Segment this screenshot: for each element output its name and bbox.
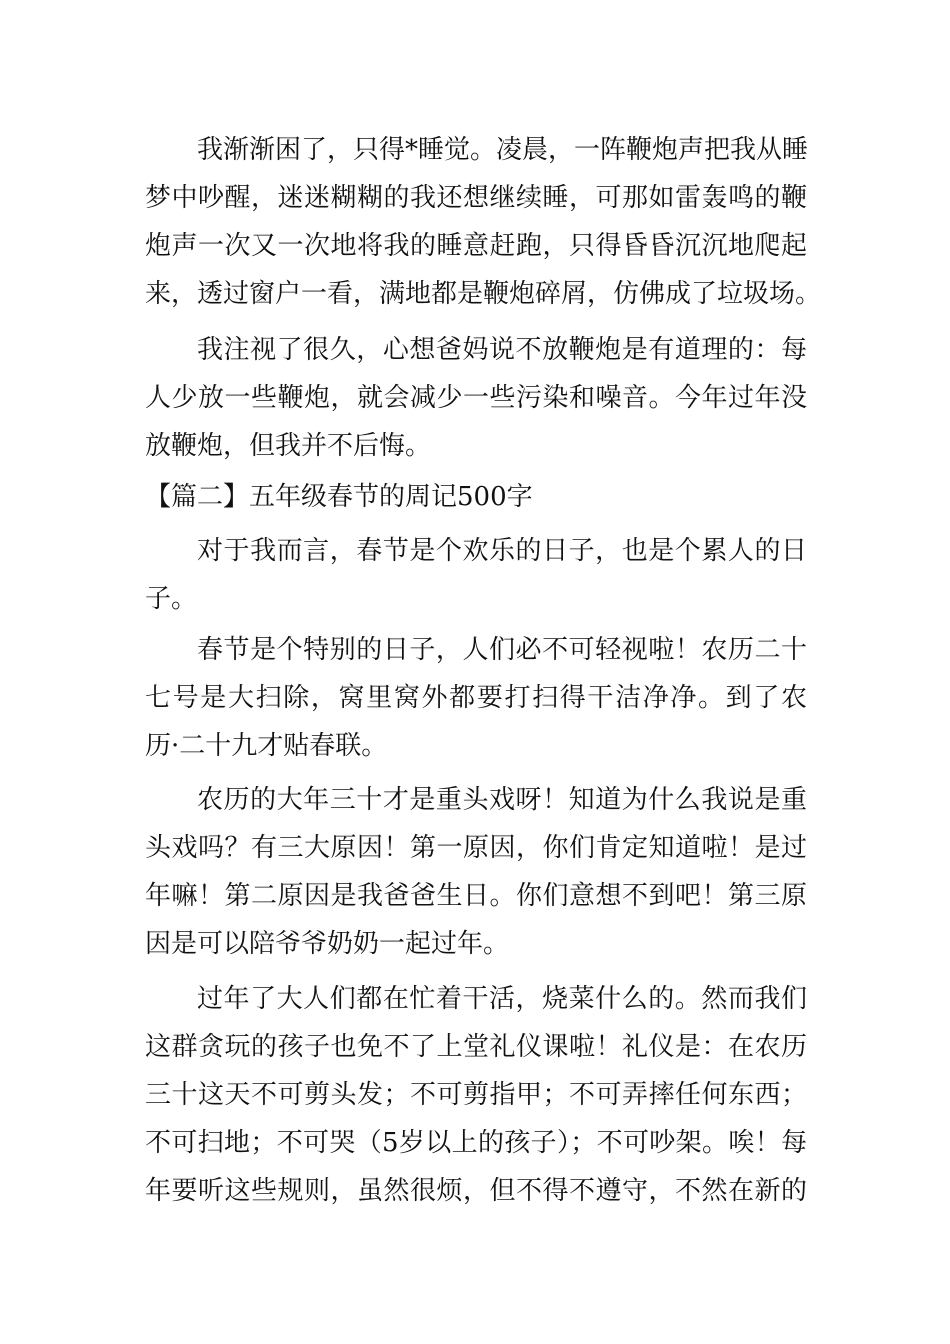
text-line: 头戏吗？有三大原因！第一原因，你们肯定知道啦！是过: [145, 833, 807, 863]
text-line: 我渐渐困了，只得*睡觉。凌晨，一阵鞭炮声把我从睡: [197, 135, 809, 165]
text-line: 这群贪玩的孩子也免不了上堂礼仪课啦！礼仪是：在农历: [145, 1032, 807, 1062]
text-line: 子。: [145, 584, 198, 614]
text-line: 炮声一次又一次地将我的睡意赶跑，只得昏昏沉沉地爬起: [145, 231, 807, 261]
section-heading: 【篇二】五年级春节的周记500字: [145, 482, 533, 512]
text-line: 春节是个特别的日子，人们必不可轻视啦！农历二十: [197, 635, 807, 665]
text-line: 农历的大年三十才是重头戏呀！知道为什么我说是重: [197, 785, 807, 815]
text-line: 年要听这些规则，虽然很烦，但不得不遵守，不然在新的: [145, 1176, 807, 1206]
text-line: 人少放一些鞭炮，就会减少一些污染和噪音。今年过年没: [145, 383, 807, 413]
text-line: 历·二十九才贴春联。: [145, 731, 388, 761]
text-line: 七号是大扫除，窝里窝外都要打扫得干洁净净。到了农: [145, 683, 807, 713]
text-line: 我注视了很久，心想爸妈说不放鞭炮是有道理的：每: [197, 335, 807, 365]
text-line: 放鞭炮，但我并不后悔。: [145, 431, 432, 461]
text-line: 不可扫地；不可哭（5岁以上的孩子）；不可吵架。唉！每: [145, 1128, 807, 1158]
text-line: 因是可以陪爷爷奶奶一起过年。: [145, 929, 510, 959]
text-line: 年嘛！第二原因是我爸爸生日。你们意想不到吧！第三原: [145, 881, 807, 911]
text-line: 对于我而言，春节是个欢乐的日子，也是个累人的日: [197, 536, 807, 566]
text-line: 三十这天不可剪头发；不可剪指甲；不可弄摔任何东西；: [145, 1080, 807, 1110]
text-line: 过年了大人们都在忙着干活，烧菜什么的。然而我们: [197, 984, 807, 1014]
text-line: 梦中吵醒，迷迷糊糊的我还想继续睡，可那如雷轰鸣的鞭: [145, 183, 807, 213]
text-line: 来，透过窗户一看，满地都是鞭炮碎屑，仿佛成了垃圾场。: [145, 279, 822, 309]
